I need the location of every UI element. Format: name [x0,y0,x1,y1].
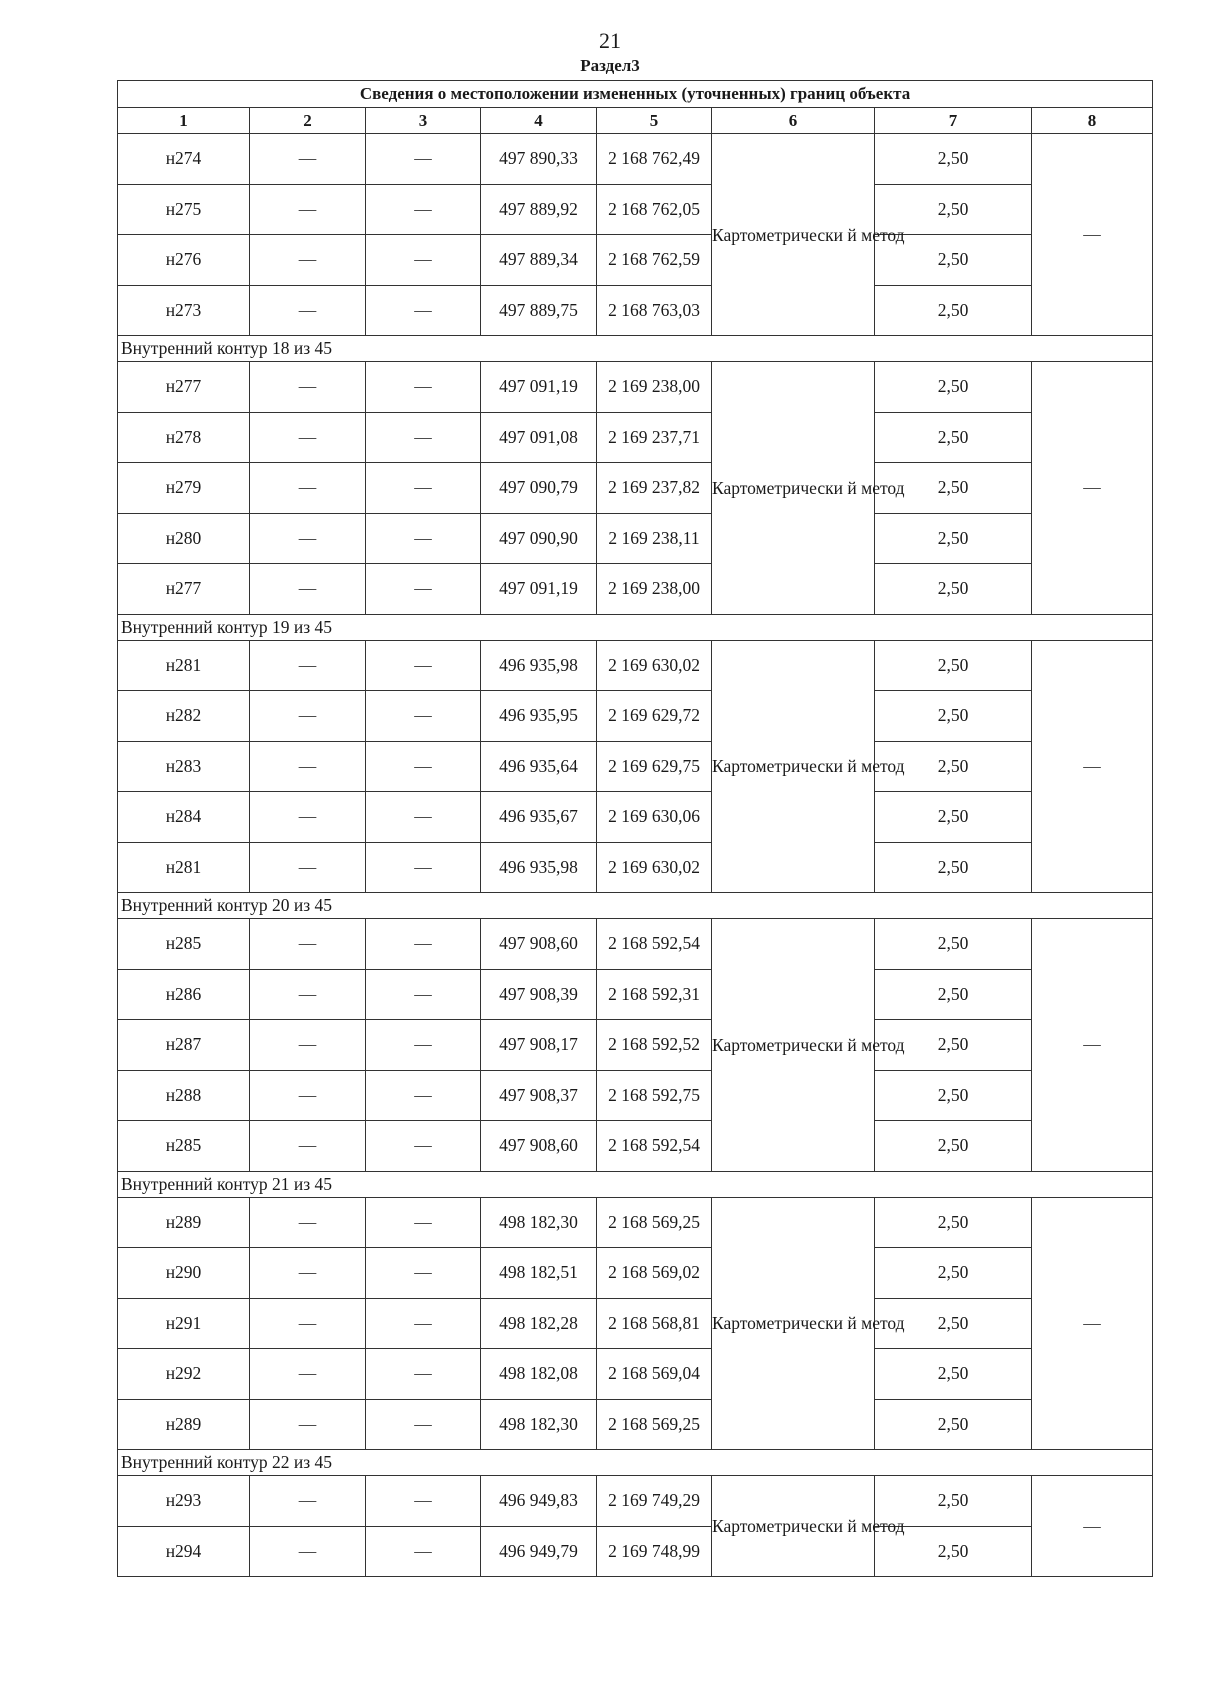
col3-dash: — [366,235,481,286]
point-name: н285 [118,919,250,970]
point-name: н286 [118,969,250,1020]
col2-dash: — [250,134,366,185]
contour-label: Внутренний контур 18 из 45 [118,336,1153,362]
y-coordinate: 2 168 569,02 [597,1248,712,1299]
point-name: н274 [118,134,250,185]
x-coordinate: 497 091,19 [481,564,597,615]
y-coordinate: 2 169 238,11 [597,513,712,564]
table-row [118,842,1153,893]
col3-dash: — [366,741,481,792]
table-row [118,691,1153,742]
col3-dash: — [366,1197,481,1248]
column-number: 3 [366,108,481,134]
table-body [118,81,1153,1577]
y-coordinate: 2 169 629,75 [597,741,712,792]
y-coordinate: 2 169 630,02 [597,640,712,691]
precision-value: 2,50 [875,463,1032,514]
x-coordinate: 496 935,95 [481,691,597,742]
precision-value: 2,50 [875,1526,1032,1577]
y-coordinate: 2 168 762,49 [597,134,712,185]
contour-label: Внутренний контур 21 из 45 [118,1171,1153,1197]
contour-label: Внутренний контур 19 из 45 [118,614,1153,640]
method-cell: Картометрически й метод [712,1476,875,1577]
point-name: н283 [118,741,250,792]
y-coordinate: 2 169 630,02 [597,842,712,893]
y-coordinate: 2 169 748,99 [597,1526,712,1577]
y-coordinate: 2 168 762,05 [597,184,712,235]
col3-dash: — [366,640,481,691]
method-cell: Картометрически й метод [712,640,875,893]
col3-dash: — [366,412,481,463]
col8-dash: — [1032,1197,1153,1450]
col3-dash: — [366,1070,481,1121]
x-coordinate: 496 935,98 [481,842,597,893]
x-coordinate: 497 890,33 [481,134,597,185]
contour-label: Внутренний контур 22 из 45 [118,1450,1153,1476]
point-name: н293 [118,1476,250,1527]
point-name: н281 [118,842,250,893]
point-name: н281 [118,640,250,691]
precision-value: 2,50 [875,691,1032,742]
precision-value: 2,50 [875,1020,1032,1071]
point-name: н287 [118,1020,250,1071]
table-row [118,1298,1153,1349]
contour-header-row [118,893,1153,919]
table-row [118,792,1153,843]
col3-dash: — [366,1020,481,1071]
table-row [118,285,1153,336]
y-coordinate: 2 168 592,54 [597,1121,712,1172]
column-number: 6 [712,108,875,134]
col3-dash: — [366,1399,481,1450]
table-row [118,1399,1153,1450]
y-coordinate: 2 169 237,71 [597,412,712,463]
x-coordinate: 497 889,92 [481,184,597,235]
column-numbers-row [118,108,1153,134]
y-coordinate: 2 168 592,54 [597,919,712,970]
x-coordinate: 497 889,75 [481,285,597,336]
x-coordinate: 496 935,67 [481,792,597,843]
col2-dash: — [250,285,366,336]
point-name: н289 [118,1197,250,1248]
x-coordinate: 497 889,34 [481,235,597,286]
col2-dash: — [250,564,366,615]
col3-dash: — [366,564,481,615]
precision-value: 2,50 [875,564,1032,615]
y-coordinate: 2 169 237,82 [597,463,712,514]
col3-dash: — [366,513,481,564]
precision-value: 2,50 [875,1070,1032,1121]
col2-dash: — [250,1197,366,1248]
precision-value: 2,50 [875,741,1032,792]
table-row [118,969,1153,1020]
col2-dash: — [250,691,366,742]
precision-value: 2,50 [875,1121,1032,1172]
col8-dash: — [1032,1476,1153,1577]
contour-header-row [118,1450,1153,1476]
contour-header-row [118,1171,1153,1197]
x-coordinate: 497 090,79 [481,463,597,514]
x-coordinate: 497 908,60 [481,1121,597,1172]
table-row [118,640,1153,691]
col2-dash: — [250,969,366,1020]
point-name: н292 [118,1349,250,1400]
col3-dash: — [366,842,481,893]
x-coordinate: 497 090,90 [481,513,597,564]
y-coordinate: 2 168 592,75 [597,1070,712,1121]
col2-dash: — [250,842,366,893]
method-cell: Картометрически й метод [712,1197,875,1450]
y-coordinate: 2 169 238,00 [597,564,712,615]
col3-dash: — [366,362,481,413]
precision-value: 2,50 [875,235,1032,286]
table-row [118,463,1153,514]
method-cell: Картометрически й метод [712,919,875,1172]
col2-dash: — [250,463,366,514]
point-name: н276 [118,235,250,286]
col3-dash: — [366,1349,481,1400]
x-coordinate: 497 908,37 [481,1070,597,1121]
col8-dash: — [1032,134,1153,336]
x-coordinate: 497 908,39 [481,969,597,1020]
column-number: 7 [875,108,1032,134]
col3-dash: — [366,969,481,1020]
x-coordinate: 497 091,19 [481,362,597,413]
table-row [118,1197,1153,1248]
point-name: н279 [118,463,250,514]
table-row [118,1349,1153,1400]
point-name: н277 [118,362,250,413]
table-row [118,412,1153,463]
col8-dash: — [1032,919,1153,1172]
table-row [118,919,1153,970]
col3-dash: — [366,691,481,742]
y-coordinate: 2 169 238,00 [597,362,712,413]
col2-dash: — [250,1349,366,1400]
col2-dash: — [250,362,366,413]
table-row [118,741,1153,792]
table-row [118,235,1153,286]
col2-dash: — [250,1020,366,1071]
table-row [118,1476,1153,1527]
col3-dash: — [366,1121,481,1172]
column-number: 4 [481,108,597,134]
col3-dash: — [366,134,481,185]
col2-dash: — [250,1476,366,1527]
x-coordinate: 498 182,08 [481,1349,597,1400]
point-name: н290 [118,1248,250,1299]
point-name: н294 [118,1526,250,1577]
column-number: 1 [118,108,250,134]
precision-value: 2,50 [875,184,1032,235]
col8-dash: — [1032,640,1153,893]
y-coordinate: 2 169 749,29 [597,1476,712,1527]
col2-dash: — [250,919,366,970]
x-coordinate: 496 949,83 [481,1476,597,1527]
x-coordinate: 496 935,98 [481,640,597,691]
table-row [118,513,1153,564]
col3-dash: — [366,1526,481,1577]
precision-value: 2,50 [875,1248,1032,1299]
method-cell: Картометрически й метод [712,134,875,336]
point-name: н277 [118,564,250,615]
y-coordinate: 2 168 592,52 [597,1020,712,1071]
point-name: н289 [118,1399,250,1450]
col3-dash: — [366,463,481,514]
precision-value: 2,50 [875,134,1032,185]
col2-dash: — [250,513,366,564]
y-coordinate: 2 169 629,72 [597,691,712,742]
x-coordinate: 496 935,64 [481,741,597,792]
contour-header-row [118,336,1153,362]
table-row [118,1070,1153,1121]
col3-dash: — [366,184,481,235]
column-number: 5 [597,108,712,134]
precision-value: 2,50 [875,792,1032,843]
y-coordinate: 2 168 592,31 [597,969,712,1020]
table-row [118,362,1153,413]
table-title-row [118,81,1153,108]
precision-value: 2,50 [875,1197,1032,1248]
y-coordinate: 2 168 569,04 [597,1349,712,1400]
table-title: Сведения о местоположении измененных (уточненных) границ объекта [118,81,1153,108]
point-name: н278 [118,412,250,463]
table-row [118,564,1153,615]
point-name: н284 [118,792,250,843]
y-coordinate: 2 168 762,59 [597,235,712,286]
precision-value: 2,50 [875,842,1032,893]
column-number: 2 [250,108,366,134]
contour-header-row [118,614,1153,640]
col2-dash: — [250,1121,366,1172]
point-name: н280 [118,513,250,564]
col3-dash: — [366,1298,481,1349]
point-name: н288 [118,1070,250,1121]
x-coordinate: 498 182,30 [481,1399,597,1450]
method-cell: Картометрически й метод [712,362,875,615]
precision-value: 2,50 [875,1399,1032,1450]
table-row [118,1526,1153,1577]
precision-value: 2,50 [875,1298,1032,1349]
precision-value: 2,50 [875,412,1032,463]
col8-dash: — [1032,362,1153,615]
boundary-coordinates-table [117,80,1153,1577]
column-number: 8 [1032,108,1153,134]
precision-value: 2,50 [875,640,1032,691]
y-coordinate: 2 168 763,03 [597,285,712,336]
table-row [118,1020,1153,1071]
point-name: н275 [118,184,250,235]
contour-label: Внутренний контур 20 из 45 [118,893,1153,919]
point-name: н285 [118,1121,250,1172]
table-row [118,1248,1153,1299]
section-title: Раздел3 [580,56,640,75]
table-row [118,184,1153,235]
precision-value: 2,50 [875,969,1032,1020]
precision-value: 2,50 [875,1349,1032,1400]
col2-dash: — [250,235,366,286]
col2-dash: — [250,1070,366,1121]
col2-dash: — [250,1399,366,1450]
x-coordinate: 497 908,60 [481,919,597,970]
col3-dash: — [366,792,481,843]
x-coordinate: 497 091,08 [481,412,597,463]
col2-dash: — [250,1526,366,1577]
col2-dash: — [250,1248,366,1299]
col2-dash: — [250,792,366,843]
y-coordinate: 2 168 568,81 [597,1298,712,1349]
col2-dash: — [250,640,366,691]
y-coordinate: 2 168 569,25 [597,1399,712,1450]
point-name: н282 [118,691,250,742]
col2-dash: — [250,741,366,792]
precision-value: 2,50 [875,362,1032,413]
precision-value: 2,50 [875,513,1032,564]
col2-dash: — [250,412,366,463]
col3-dash: — [366,1476,481,1527]
col2-dash: — [250,184,366,235]
precision-value: 2,50 [875,285,1032,336]
table-row [118,134,1153,185]
table-row [118,1121,1153,1172]
point-name: н291 [118,1298,250,1349]
x-coordinate: 496 949,79 [481,1526,597,1577]
point-name: н273 [118,285,250,336]
col3-dash: — [366,285,481,336]
col2-dash: — [250,1298,366,1349]
x-coordinate: 498 182,51 [481,1248,597,1299]
precision-value: 2,50 [875,919,1032,970]
col3-dash: — [366,1248,481,1299]
y-coordinate: 2 169 630,06 [597,792,712,843]
x-coordinate: 497 908,17 [481,1020,597,1071]
y-coordinate: 2 168 569,25 [597,1197,712,1248]
x-coordinate: 498 182,30 [481,1197,597,1248]
x-coordinate: 498 182,28 [481,1298,597,1349]
col3-dash: — [366,919,481,970]
page-number: 21 [599,28,621,53]
precision-value: 2,50 [875,1476,1032,1527]
